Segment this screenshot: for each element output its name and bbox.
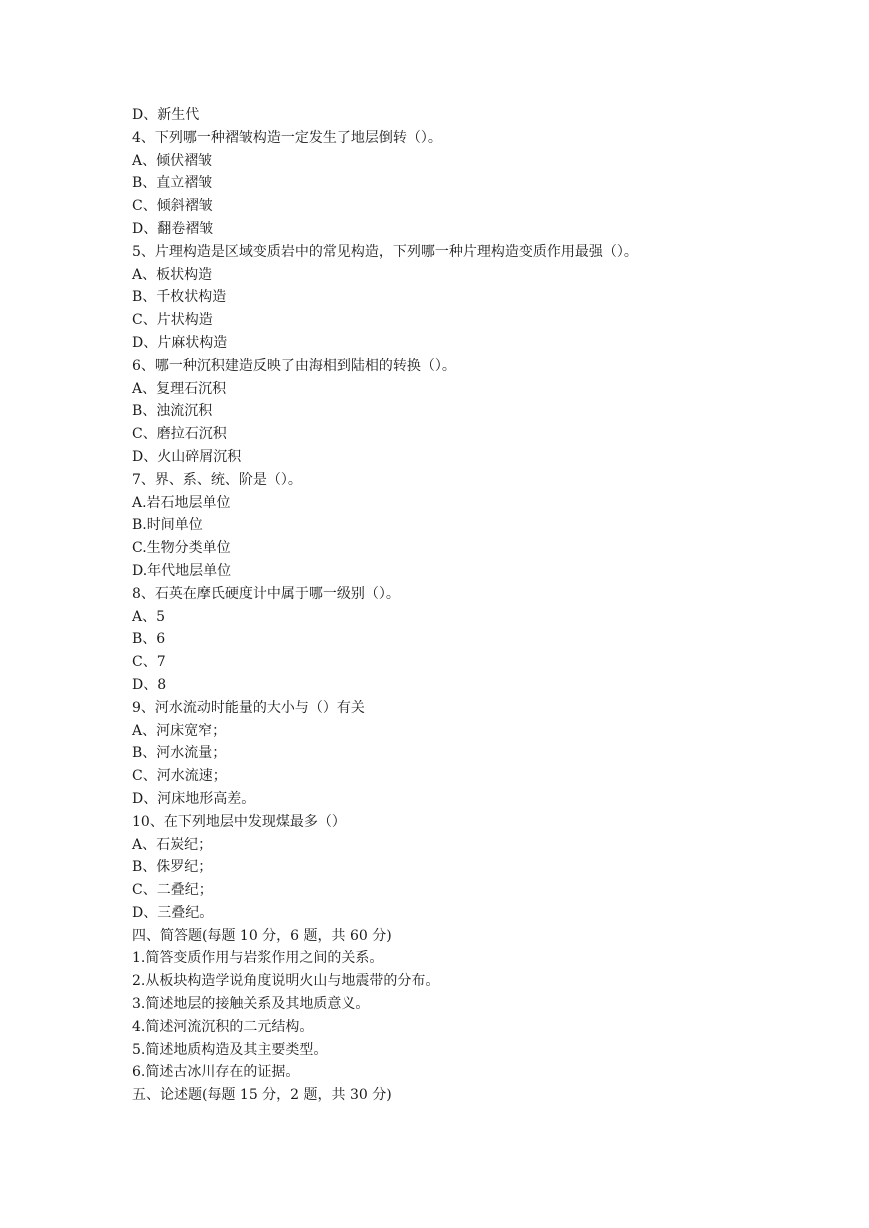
option-b-q8: B、6	[132, 631, 166, 648]
short-answer-4: 4.简述河流沉积的二元结构。	[132, 1018, 314, 1035]
option-c-q8: C、7	[132, 654, 166, 671]
option-c-q4: C、倾斜褶皱	[132, 198, 213, 215]
question-10: 10、在下列地层中发现煤最多（）	[132, 813, 346, 830]
option-a-q9: A、河床宽窄；	[132, 722, 227, 739]
option-d-q4: D、翻卷褶皱	[132, 220, 214, 237]
option-a-q10: A、石炭纪；	[132, 836, 213, 853]
option-c-q9: C、河水流速；	[132, 768, 227, 785]
question-5: 5、片理构造是区域变质岩中的常见构造，下列哪一种片理构造变质作用最强（）。	[132, 243, 638, 260]
short-answer-5: 5.简述地质构造及其主要类型。	[132, 1041, 328, 1058]
short-answer-3: 3.简述地层的接触关系及其地质意义。	[132, 996, 370, 1013]
option-d-q9: D、河床地形高差。	[132, 790, 256, 807]
option-c-q5: C、片状构造	[132, 312, 213, 329]
option-d-q5: D、片麻状构造	[132, 334, 228, 351]
question-4: 4、下列哪一种褶皱构造一定发生了地层倒转（）。	[132, 129, 442, 146]
short-answer-2: 2.从板块构造学说角度说明火山与地震带的分布。	[132, 973, 440, 990]
option-a-q8: A、5	[132, 608, 166, 625]
section-heading-short-answer: 四、简答题(每题 10 分，6 题，共 60 分)	[132, 927, 392, 944]
option-d-q6: D、火山碎屑沉积	[132, 448, 242, 465]
option-c-q6: C、磨拉石沉积	[132, 426, 227, 443]
option-d-q7: D.年代地层单位	[132, 562, 232, 579]
option-a-q7: A.岩石地层单位	[132, 494, 231, 511]
question-9: 9、河水流动时能量的大小与（）有关	[132, 699, 365, 716]
option-b-q9: B、河水流量；	[132, 745, 227, 762]
option-b-q6: B、浊流沉积	[132, 403, 213, 420]
short-answer-1: 1.简答变质作用与岩浆作用之间的关系。	[132, 950, 384, 967]
option-a-q5: A、板状构造	[132, 266, 213, 283]
option-c-q7: C.生物分类单位	[132, 540, 231, 557]
question-8: 8、石英在摩氏硬度计中属于哪一级别（）。	[132, 585, 400, 602]
section-heading-essay: 五、论述题(每题 15 分，2 题，共 30 分)	[132, 1087, 392, 1104]
option-c-q10: C、二叠纪；	[132, 882, 213, 899]
option-d-q3: D、新生代	[132, 107, 200, 123]
option-d-q8: D、8	[132, 676, 167, 693]
option-b-q4: B、直立褶皱	[132, 175, 213, 192]
document-body	[132, 104, 792, 1107]
option-b-q5: B、千枚状构造	[132, 289, 227, 306]
option-d-q10: D、三叠纪。	[132, 904, 214, 921]
short-answer-6: 6.简述古冰川存在的证据。	[132, 1064, 300, 1081]
option-b-q10: B、侏罗纪；	[132, 859, 213, 876]
option-a-q4: A、倾伏褶皱	[132, 152, 213, 169]
question-7: 7、界、系、统、阶是（）。	[132, 471, 302, 488]
option-a-q6: A、复理石沉积	[132, 380, 227, 397]
option-b-q7: B.时间单位	[132, 517, 203, 534]
question-6: 6、哪一种沉积建造反映了由海相到陆相的转换（）。	[132, 357, 456, 374]
